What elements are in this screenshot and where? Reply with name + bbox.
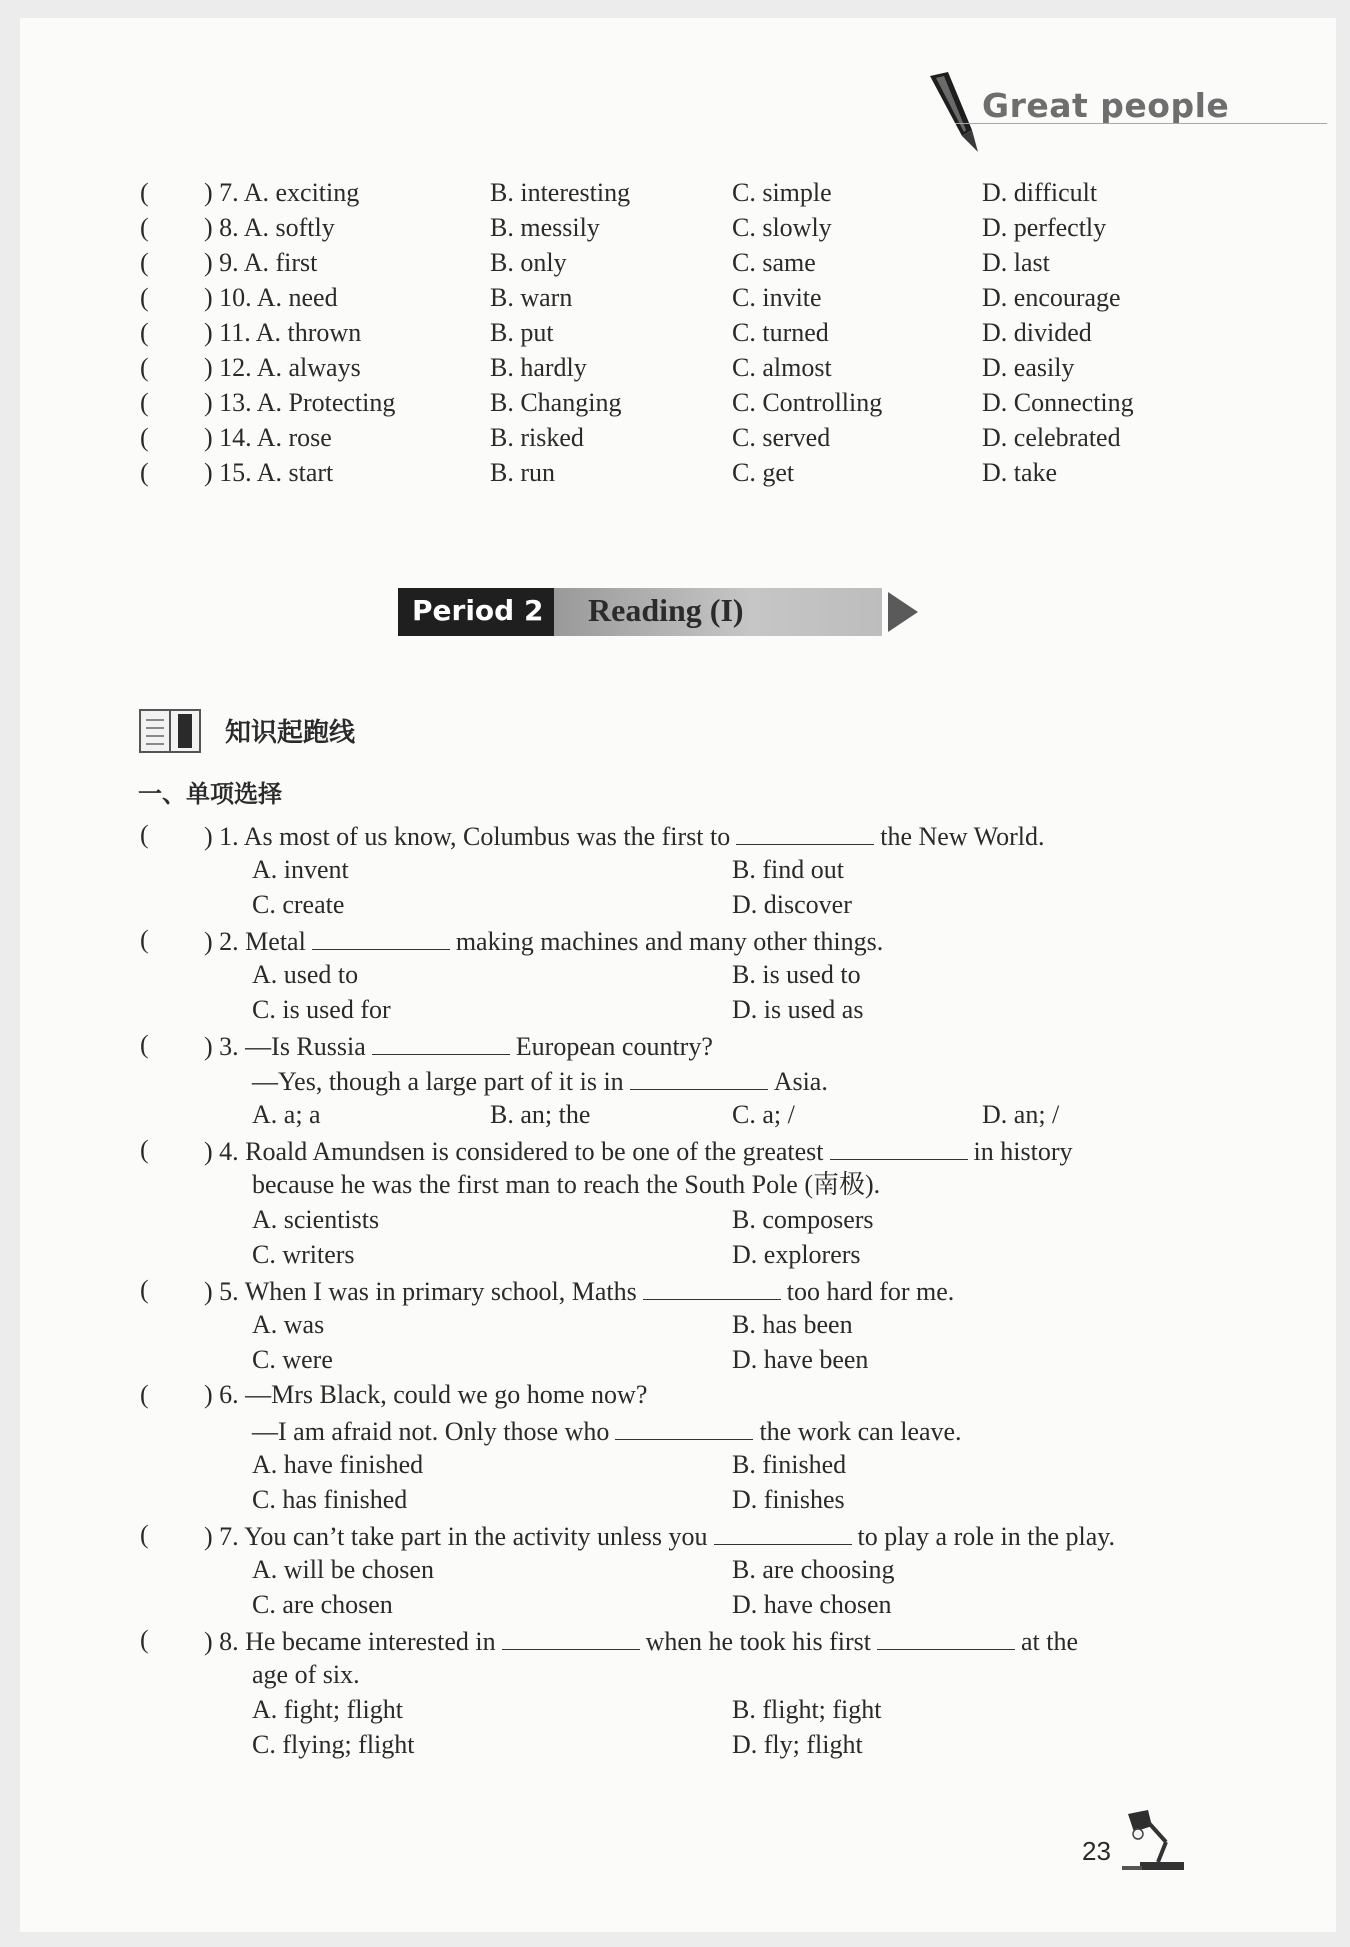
question-stem-line2: —I am afraid not. Only those who the work can leave. [252,1417,962,1446]
question-stem: ) 2. Metal making machines and many other things. [204,927,884,956]
answer-paren[interactable]: ( [140,248,149,277]
answer-blank[interactable] [502,1625,640,1650]
reading-label: Reading (I) [588,592,744,628]
option-c: C. almost [732,353,832,382]
arrow-right-icon [888,592,918,632]
option-c: C. is used for [252,995,391,1024]
question-stem-line2: —Yes, though a large part of it is in Asia. [252,1067,828,1096]
question-stem-line2: age of six. [252,1660,360,1689]
answer-blank[interactable] [615,1415,753,1440]
option-d: D. Connecting [982,388,1134,417]
question-stem: ) 8. He became interested in when he took his first at the [204,1627,1078,1656]
option-b: B. put [490,318,554,347]
answer-paren[interactable]: ( [140,1625,149,1654]
option-b: B. an; the [490,1100,591,1129]
option-d: D. perfectly [982,213,1107,242]
option-d: D. difficult [982,178,1098,207]
answer-paren[interactable]: ( [140,1030,149,1059]
option-d: D. divided [982,318,1092,347]
option-a: ) 10. A. need [204,283,338,312]
option-b: B. messily [490,213,600,242]
option-a: A. a; a [252,1100,321,1129]
option-a: ) 7. A. exciting [204,178,360,207]
option-d: D. encourage [982,283,1121,312]
option-a: A. fight; flight [252,1695,403,1724]
answer-blank[interactable] [714,1520,852,1545]
option-b: B. are choosing [732,1555,895,1584]
option-c: C. slowly [732,213,832,242]
option-d: D. celebrated [982,423,1121,452]
answer-paren[interactable]: ( [140,820,149,849]
option-d: D. last [982,248,1050,277]
page-number: 23 [1082,1836,1111,1866]
answer-paren[interactable]: ( [140,925,149,954]
option-b: B. has been [732,1310,853,1339]
answer-paren[interactable]: ( [140,213,149,242]
option-a: ) 9. A. first [204,248,318,277]
question-stem: ) 6. —Mrs Black, could we go home now? [204,1380,648,1409]
option-a: A. used to [252,960,359,989]
option-c: C. turned [732,318,829,347]
option-c: C. writers [252,1240,355,1269]
answer-blank[interactable] [736,820,874,845]
option-c: C. simple [732,178,832,207]
option-c: C. same [732,248,816,277]
option-d: D. easily [982,353,1075,382]
option-d: D. finishes [732,1485,845,1514]
option-a: ) 14. A. rose [204,423,332,452]
option-a: A. was [252,1310,325,1339]
option-c: C. Controlling [732,388,883,417]
option-a: A. have finished [252,1450,424,1479]
option-a: ) 11. A. thrown [204,318,362,347]
answer-paren[interactable]: ( [140,318,149,347]
option-d: D. fly; flight [732,1730,863,1759]
option-d: D. is used as [732,995,864,1024]
option-b: B. is used to [732,960,861,989]
question-stem: ) 1. As most of us know, Columbus was the first to the New World. [204,822,1045,851]
option-a: A. will be chosen [252,1555,434,1584]
option-a: ) 12. A. always [204,353,361,382]
answer-blank[interactable] [643,1275,781,1300]
question-stem-line2: because he was the first man to reach the South Pole (南极). [252,1170,881,1199]
option-b: B. hardly [490,353,587,382]
answer-blank[interactable] [630,1065,768,1090]
question-stem: ) 4. Roald Amundsen is considered to be one of the greatest in history [204,1137,1073,1166]
option-a: A. scientists [252,1205,380,1234]
option-a: A. invent [252,855,349,884]
answer-paren[interactable]: ( [140,353,149,382]
option-c: C. get [732,458,795,487]
book-icon [138,706,204,756]
desk-lamp-icon [1118,1808,1190,1874]
option-a: ) 13. A. Protecting [204,388,396,417]
question-stem: ) 5. When I was in primary school, Maths too hard for me. [204,1277,955,1306]
answer-paren[interactable]: ( [140,1275,149,1304]
answer-blank[interactable] [830,1135,968,1160]
option-b: B. risked [490,423,584,452]
answer-paren[interactable]: ( [140,458,149,487]
answer-paren[interactable]: ( [140,388,149,417]
option-d: D. have been [732,1345,869,1374]
option-c: C. create [252,890,345,919]
option-d: D. discover [732,890,852,919]
answer-paren[interactable]: ( [140,423,149,452]
option-a: ) 15. A. start [204,458,334,487]
option-d: D. an; / [982,1100,1060,1129]
option-d: D. take [982,458,1058,487]
workbook-page [20,18,1336,1932]
option-b: B. run [490,458,555,487]
option-c: C. served [732,423,831,452]
option-c: C. were [252,1345,333,1374]
answer-blank[interactable] [877,1625,1015,1650]
answer-paren[interactable]: ( [140,178,149,207]
option-b: B. composers [732,1205,874,1234]
option-c: C. are chosen [252,1590,393,1619]
answer-paren[interactable]: ( [140,1135,149,1164]
option-b: B. only [490,248,567,277]
option-b: B. flight; fight [732,1695,882,1724]
question-stem: ) 7. You can’t take part in the activity unless you to play a role in the play. [204,1522,1116,1551]
period-label: Period 2 [412,594,544,627]
question-stem: ) 3. —Is Russia European country? [204,1032,713,1061]
option-d: D. explorers [732,1240,861,1269]
option-d: D. have chosen [732,1590,892,1619]
answer-paren[interactable]: ( [140,1520,149,1549]
option-b: B. find out [732,855,844,884]
option-c: C. has finished [252,1485,408,1514]
option-c: C. a; / [732,1100,795,1129]
answer-paren[interactable]: ( [140,1380,149,1409]
period-banner [398,588,940,636]
option-c: C. invite [732,283,822,312]
option-a: ) 8. A. softly [204,213,335,242]
answer-blank[interactable] [312,925,450,950]
option-b: B. Changing [490,388,622,417]
chapter-title: Great people [982,86,1230,125]
option-b: B. interesting [490,178,631,207]
option-b: B. warn [490,283,573,312]
answer-blank[interactable] [372,1030,510,1055]
section-heading: 知识起跑线 [225,718,356,748]
header-divider [955,123,1327,124]
exercise-heading: 一、单项选择 [138,780,282,808]
answer-paren[interactable]: ( [140,283,149,312]
option-b: B. finished [732,1450,847,1479]
option-c: C. flying; flight [252,1730,415,1759]
